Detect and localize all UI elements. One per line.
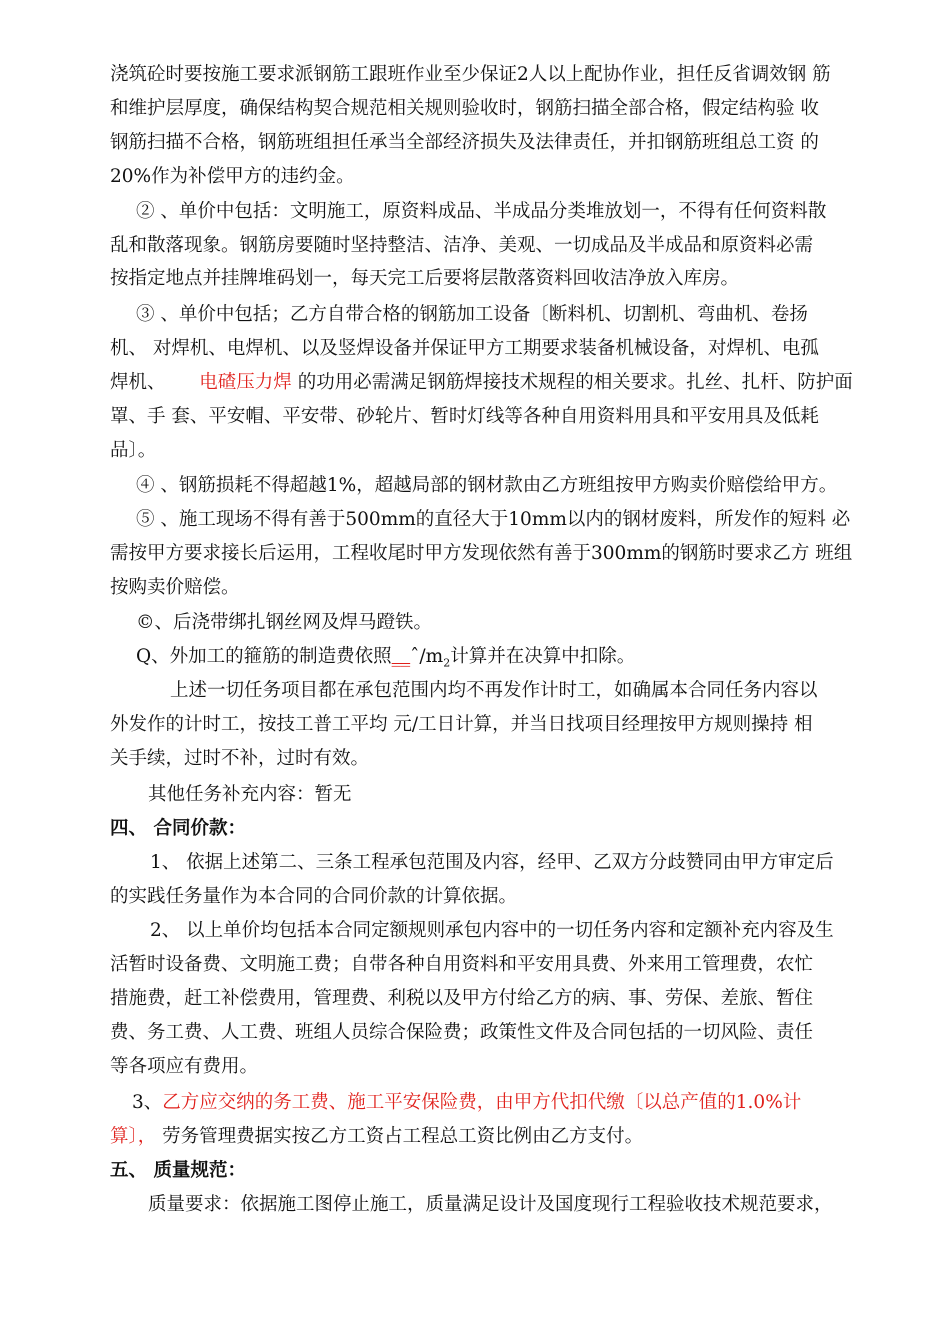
paragraph-line: 上述一切任务项目都在承包范围内均不再发作计时工，如确属本合同任务内容以: [170, 680, 818, 701]
text-line: 乱和散落现象。钢筋房要随时坚持整洁、洁净、美观、一切成品及半成品和原资料必需: [110, 235, 814, 256]
text-line: 需按甲方要求接长后运用，工程收尾时甲方发现依然有善于300mm的钢筋时要求乙方 班组: [110, 543, 853, 564]
text-line: 活暂时设备费、文明施工费；自带各种自用资料和平安用具费、外来用工管理费，农忙: [110, 954, 814, 975]
text-line: 机、 对焊机、电焊机、以及竖焊设备并保证甲方工期要求装备机械设备，对焊机、电孤: [110, 338, 819, 359]
text-line: 按购卖价赔偿。: [110, 577, 240, 598]
clause-2: ② 、单价中包括：文明施工，原资料成品、半成品分类堆放划一，不得有任何资料散: [136, 201, 827, 222]
text-line: 等各项应有费用。: [110, 1056, 259, 1077]
clause-7: [136, 644, 635, 677]
item-1: 1、 依据上述第二、三条工程承包范围及内容，经甲、乙双方分歧赞同由甲方审定后: [150, 852, 834, 873]
unit-subscript: 2: [443, 656, 451, 670]
text-line: 费、务工费、人工费、班组人员综合保险费；政策性文件及合同包括的一切风险、责任: [110, 1022, 814, 1043]
clause-4: ④ 、钢筋损耗不得超越1%，超越局部的钢材款由乙方班组按甲方购卖价赔偿给甲方。: [136, 475, 838, 496]
text-line: 品〕。: [110, 440, 157, 461]
text-line: 的实践任务量作为本合同的合同价款的计算依据。: [110, 886, 518, 907]
text-line: [110, 1124, 643, 1150]
blank-field: __: [391, 646, 411, 667]
text-run: 劳务管理费据实按乙方工资占工程总工资比例由乙方支付。: [156, 1126, 644, 1147]
text-line: 关手续，过时不补，过时有效。: [110, 748, 370, 769]
section-heading-4: 四、 合同价款：: [110, 818, 246, 839]
text-run: 计算并在决算中扣除。: [450, 646, 636, 667]
text-line: [110, 370, 853, 396]
text-line: 措施费，赶工补偿费用，管理费、利税以及甲方付给乙方的病、事、劳保、差旅、暂住: [110, 988, 814, 1009]
section-heading-5: 五、 质量规范：: [110, 1160, 246, 1181]
highlighted-clause: 乙方应交纳的务工费、施工平安保险费，由甲方代扣代缴〔以总产值的1.0%计: [162, 1092, 802, 1113]
text-line: 20%作为补偿甲方的违约金。: [110, 166, 355, 187]
text-line: 其他任务补充内容：暂无: [148, 784, 352, 805]
text-line: 质量要求：依据施工图停止施工，质量满足设计及国度现行工程验收技术规范要求，: [148, 1194, 833, 1215]
text-line: 外发作的计时工，按技工普工平均 元/工日计算，并当日找项目经理按甲方规则操持 相: [110, 714, 813, 735]
text-run: Q、外加工的箍筋的制造费依照: [136, 646, 392, 667]
text-line: 按指定地点并挂牌堆码划一，每天完工后要将层散落资料回收洁净放入库房。: [110, 268, 740, 289]
highlighted-clause: 算〕，: [110, 1126, 157, 1147]
unit-text: ˆ/m: [410, 646, 444, 667]
text-line: 浇筑砼时要按施工要求派钢筋工跟班作业至少保证2人以上配协作业，担任反省调效钢 筋: [110, 64, 831, 85]
text-line: 罩、手 套、平安帽、平安带、砂轮片、暂时灯线等各种自用资料用具和平安用具及低耗: [110, 406, 819, 427]
clause-5: ⑤ 、施工现场不得有善于500mm的直径大于10mm以内的钢材废料，所发作的短料 必: [136, 509, 851, 530]
text-run: 的功用必需满足钢筋焊接技术规程的相关要求。扎丝、扎杆、防护面: [297, 372, 853, 393]
text-run: 焊机、: [110, 372, 166, 393]
item-3: [132, 1090, 801, 1116]
text-line: 钢筋扫描不合格，钢筋班组担任承当全部经济损失及法律责任，并扣钢筋班组总工资 的: [110, 132, 819, 153]
clause-6: ©、后浇带绑扎钢丝网及焊马蹬铁。: [136, 612, 433, 633]
item-2: 2、 以上单价均包括本合同定额规则承包内容中的一切任务内容和定额补充内容及生: [150, 920, 834, 941]
text-line: 和维护层厚度，确保结构契合规范相关规则验收时，钢筋扫描全部合格，假定结构验 收: [110, 98, 819, 119]
item-number: 3、: [132, 1092, 163, 1113]
highlighted-term: 电碴压力焊: [199, 372, 292, 393]
clause-3: ③ 、单价中包括；乙方自带合格的钢筋加工设备〔断料机、切割机、弯曲机、卷扬: [136, 304, 808, 325]
